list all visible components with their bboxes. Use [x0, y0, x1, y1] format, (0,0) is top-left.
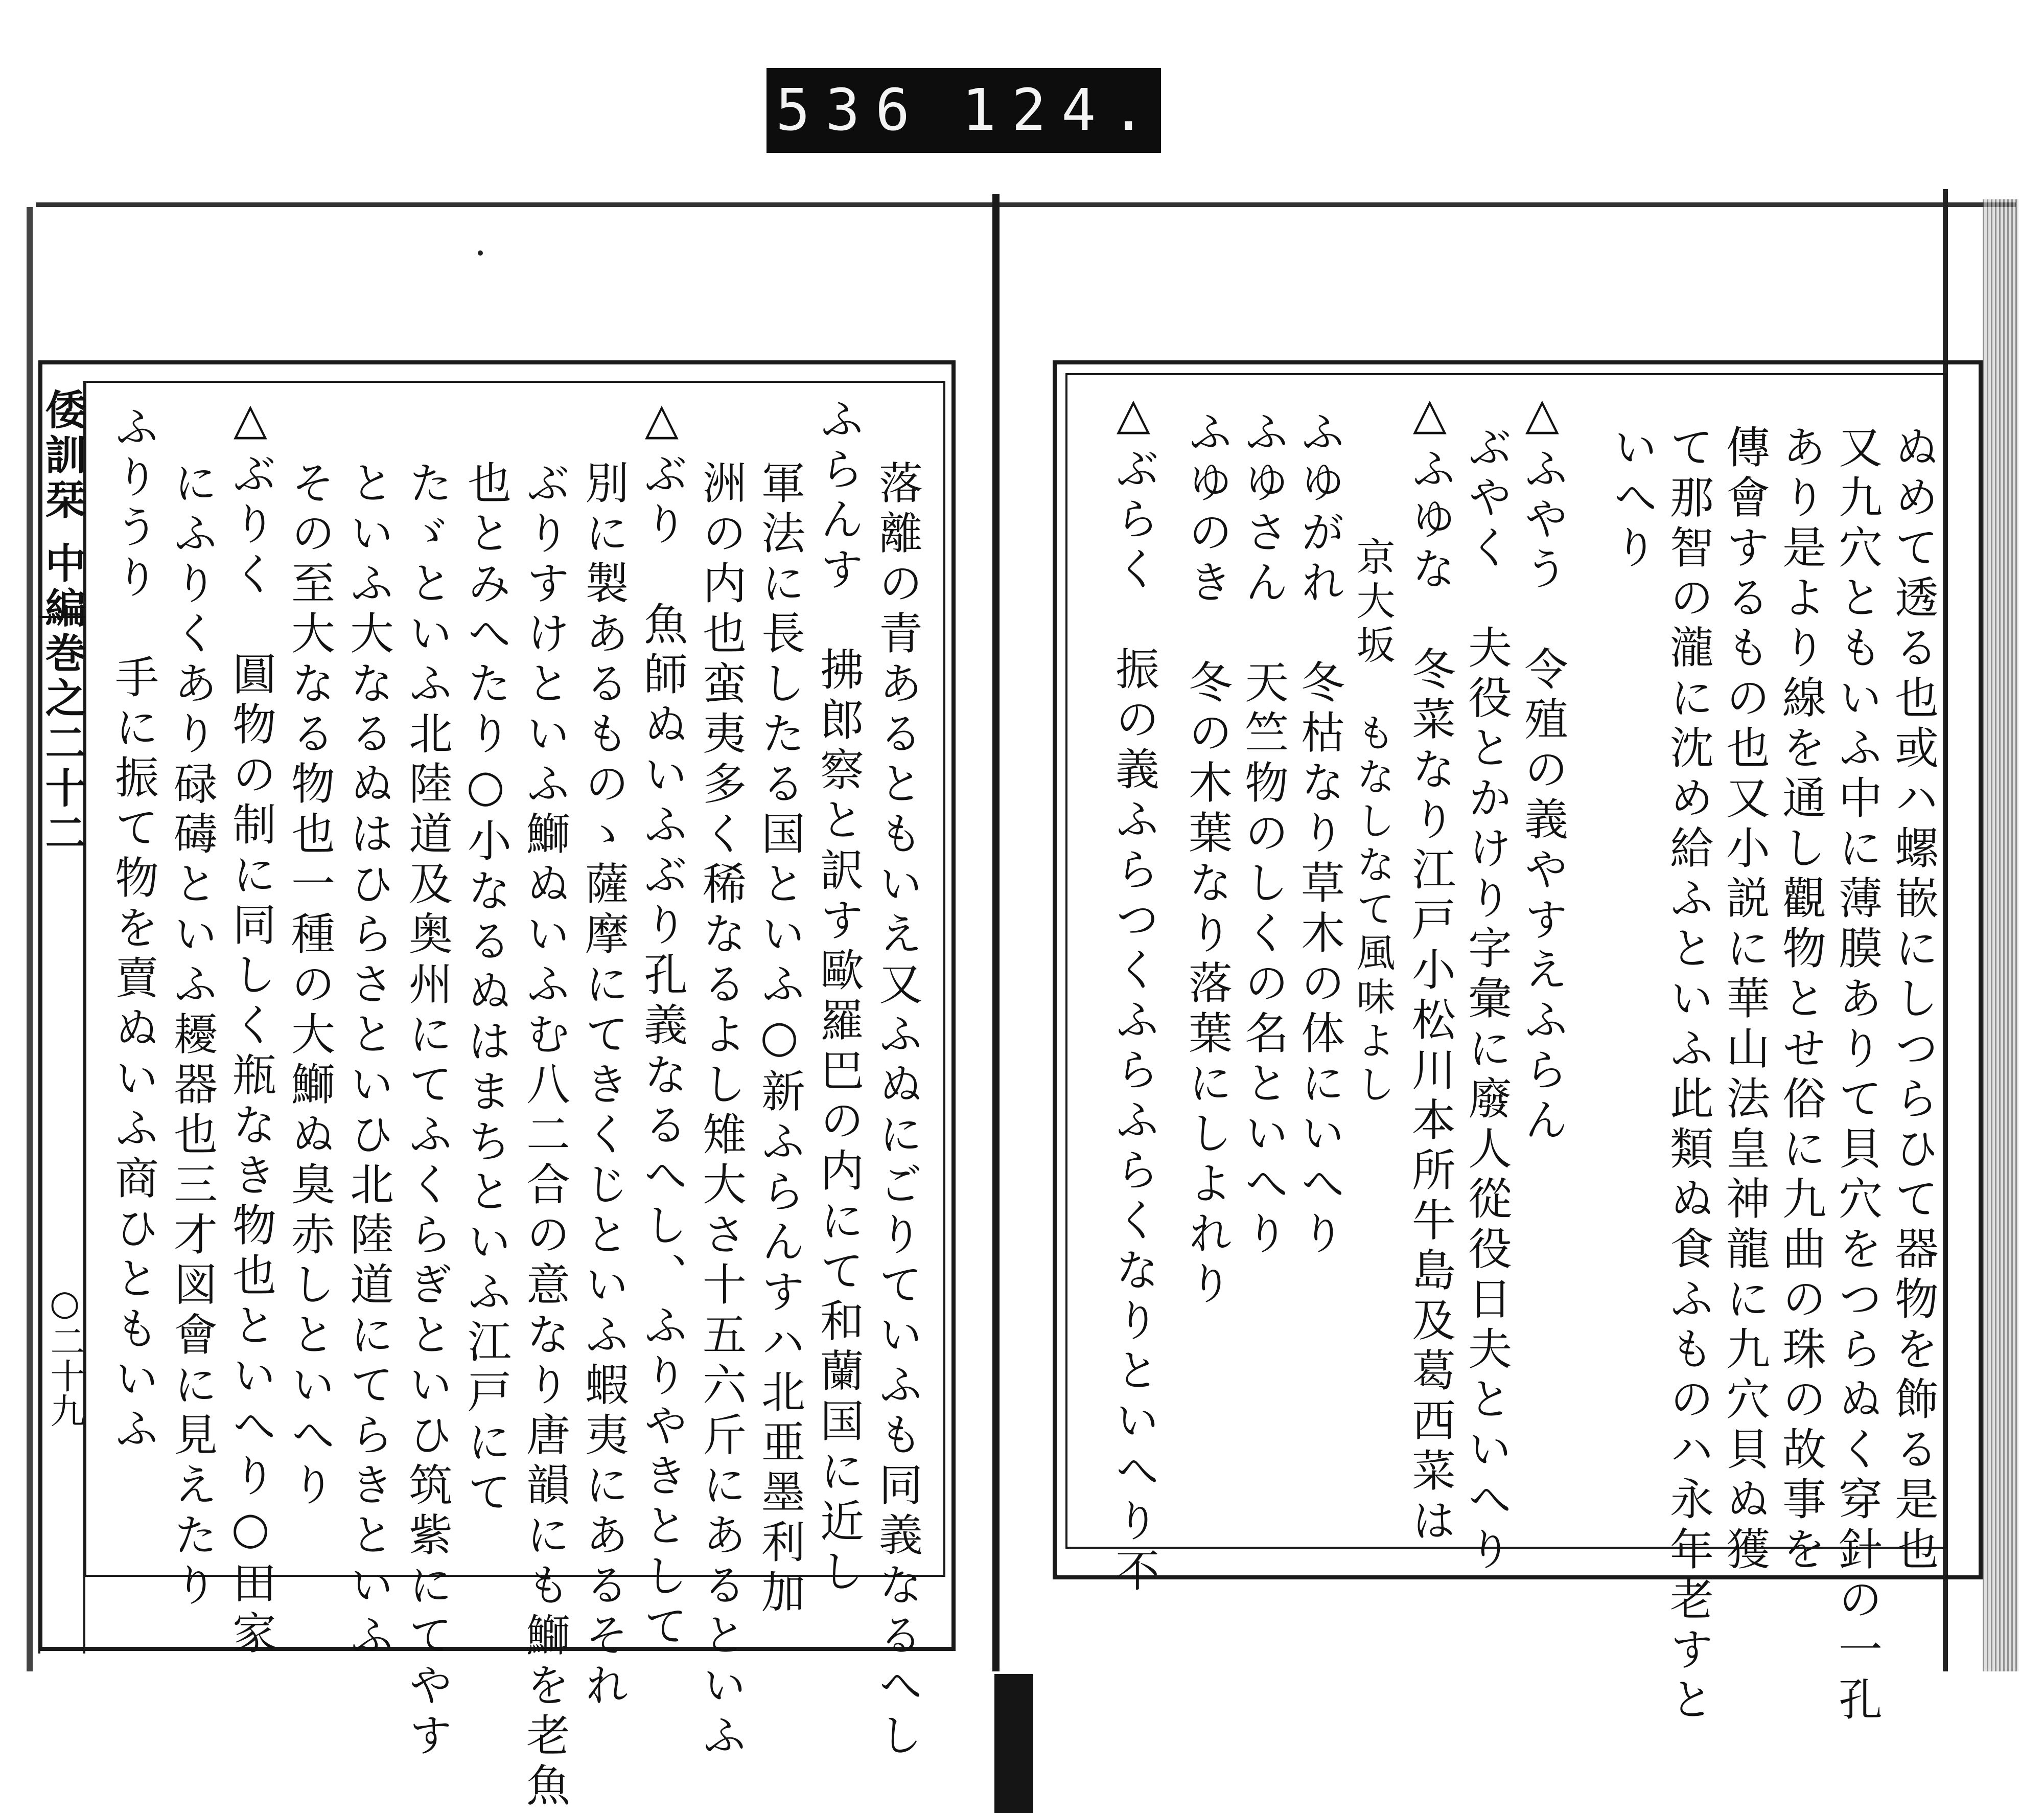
left-text-column: △ぶり 魚師ぬいふぶり孔義なるへし、ふりやきとして: [636, 394, 687, 1653]
ink-spot: [478, 250, 483, 256]
right-text-column: 傳會するもの也又小説に華山法皇神龍に九穴貝ぬ獲: [1718, 424, 1770, 1576]
book-left-edge: [27, 207, 33, 1671]
right-text-column: あり是より線を通し觀物とせ俗に九曲の珠の故事を: [1775, 424, 1826, 1576]
right-text-column: 京大坂 もなしなて風味よし: [1350, 537, 1396, 1108]
left-text-column: といふ大なるぬはひらさといひ北陸道にてらきといふ: [342, 460, 393, 1662]
reel-left-number: 536: [776, 77, 925, 144]
left-text-column: △ぶりく 圓物の制に同しく瓶なき物也といへり○田家: [225, 394, 276, 1660]
folio-number: ○二十九: [44, 1283, 85, 1428]
reel-label: [766, 68, 1161, 153]
right-text-column: △ぶらく 振の義ふらつくふらふらくなりといへり不: [1108, 388, 1159, 1598]
left-text-column: 別に製あるものゝ薩摩にてきくじといふ蝦夷にあるそれ: [577, 460, 629, 1712]
page-stack-edge: [1983, 199, 2018, 1671]
right-text-column: ふゆさん 天竺物のしくの名といへり: [1237, 409, 1288, 1260]
book-top-edge: [36, 202, 2016, 207]
left-text-column: 也とみへたり○小なるぬはまちといふ江戸にて: [460, 460, 511, 1519]
left-text-column: 落離の青あるともいえ又ふぬにごりていふも同義なるへし: [871, 460, 922, 1762]
left-text-column: ぶりすけといふ鰤ぬいふむ八二合の意なり唐韻にも鰤を老魚: [519, 460, 570, 1812]
right-text-column: ふゆがれ 冬枯なり草木の体にいへり: [1293, 409, 1344, 1260]
margin-title: 倭訓栞 中編巻之二十二: [38, 388, 86, 857]
left-text-column: ふらんす 拂郎察と訳す歐羅巴の内にて和蘭国に近し: [812, 396, 864, 1598]
left-text-column: たゞといふ北陸道及奥州にてふくらぎといひ筑紫にてやす: [401, 460, 452, 1762]
right-text-column: 又九穴ともいふ中に薄膜ありて貝穴をつらぬく穿針の一孔: [1831, 424, 1882, 1727]
spine-shadow: [994, 1674, 1033, 1813]
left-text-column: その至大なる物也一種の大鰤ぬ臭赤しといへり: [284, 460, 335, 1512]
right-text-column: ふゆのき 冬の木葉なり落葉にしよれり: [1181, 409, 1232, 1311]
right-text-column: ぬめて透る也或ハ螺嵌にしつらひて器物を飾る是也: [1887, 424, 1938, 1576]
right-text-column: ぶやく 夫役とかけり字彙に廢人從役日夫といへり: [1460, 424, 1512, 1576]
left-text-column: 洲の内也蛮夷多く稀なるよし雉大さ十五六斤にあるといふ: [695, 460, 746, 1762]
left-text-column: ふりうり 手に振て物を賣ぬいふ商ひともいふ: [107, 404, 158, 1456]
right-text-column: いへり: [1606, 424, 1657, 575]
right-text-column: △ふやう 令殖の義やすえふらん: [1517, 388, 1568, 1147]
right-text-column: △ふゆな 冬菜なり江戸小松川本所牛島及葛西菜は: [1404, 388, 1455, 1548]
left-text-column: 軍法に長したる国といふ○新ふらんすハ北亜墨利加: [754, 460, 805, 1619]
right-text-column: て那智の瀧に沈め給ふといふ此類ぬ食ふものハ永年老すと: [1662, 424, 1713, 1727]
book-spine: [992, 194, 1000, 1671]
reel-right-number: 124.: [962, 77, 1161, 144]
left-text-column: にふりくあり碌碡といふ耰器也三才図會に見えたり: [166, 460, 217, 1612]
